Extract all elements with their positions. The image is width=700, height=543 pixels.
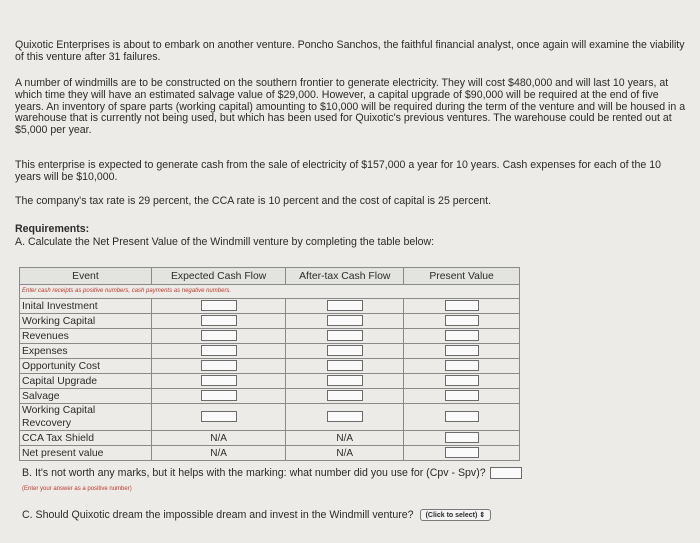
after-tax-cash-flow-input[interactable] [327, 300, 363, 311]
row-label: Working Capital [20, 314, 152, 329]
after-tax-cash-flow-input[interactable] [327, 315, 363, 326]
present-value-input[interactable] [445, 375, 479, 386]
after-tax-cash-flow-input[interactable] [327, 345, 363, 356]
requirement-a: A. Calculate the Net Present Value of the Windmill venture by completing the table below: [15, 236, 435, 248]
na-text: N/A [336, 447, 354, 459]
table-row [20, 344, 520, 359]
table-row [20, 314, 520, 329]
present-value-input[interactable] [445, 390, 479, 401]
table-row [20, 329, 520, 344]
row-label: Opportunity Cost [20, 359, 152, 374]
present-value-input[interactable] [445, 330, 479, 341]
row-label: Capital Upgrade [20, 374, 152, 389]
header-present-value: Present Value [404, 268, 520, 285]
after-tax-cash-flow-input[interactable] [327, 360, 363, 371]
row-label: CCA Tax Shield [20, 431, 152, 446]
row-label: Inital Investment [20, 299, 152, 314]
intro-paragraph-1: Quixotic Enterprises is about to embark on another venture. Poncho Sanchos, the faithful financial analyst, once again will examine the viability of this venture after 31 failures. [15, 39, 685, 63]
expected-cash-flow-input[interactable] [201, 330, 237, 341]
npv-table [19, 267, 520, 461]
intro-paragraph-4: The company's tax rate is 29 percent, the CCA rate is 10 percent and the cost of capital is 25 percent. [15, 195, 492, 207]
question-b-hint: (Enter your answer as a positive number) [22, 486, 132, 492]
na-text: N/A [210, 447, 227, 459]
question-c: C. Should Quixotic dream the impossible dream and invest in the Windmill venture? (Click to select) ⇕ [22, 509, 491, 521]
after-tax-cash-flow-input[interactable] [327, 375, 363, 386]
present-value-input[interactable] [445, 360, 479, 371]
table-row [20, 374, 520, 389]
present-value-input[interactable] [445, 447, 479, 458]
table-row [20, 299, 520, 314]
header-event: Event [20, 268, 152, 285]
table-row [20, 359, 520, 374]
present-value-input[interactable] [445, 300, 479, 311]
after-tax-cash-flow-input[interactable] [327, 330, 363, 341]
table-row [20, 389, 520, 404]
header-expected-cash-flow: Expected Cash Flow [151, 268, 285, 285]
after-tax-cash-flow-input[interactable] [327, 411, 363, 422]
row-label: Net present value [20, 446, 152, 461]
expected-cash-flow-input[interactable] [201, 375, 237, 386]
present-value-input[interactable] [445, 315, 479, 326]
na-text: N/A [336, 432, 354, 444]
table-note: Enter cash receipts as positive numbers, cash payments as negative numbers. [20, 285, 520, 299]
intro-paragraph-3: This enterprise is expected to generate cash from the sale of electricity of $157,000 a year for 10 years. Cash expenses for each of the 10 years will be $10,000. [15, 159, 661, 183]
present-value-input[interactable] [445, 411, 479, 422]
expected-cash-flow-input[interactable] [201, 411, 237, 422]
expected-cash-flow-input[interactable] [201, 315, 237, 326]
after-tax-cash-flow-input[interactable] [327, 390, 363, 401]
expected-cash-flow-input[interactable] [201, 300, 237, 311]
table-row [20, 431, 520, 446]
row-label: Expenses [20, 344, 152, 359]
cpv-spv-input[interactable] [490, 467, 522, 479]
invest-decision-select[interactable]: (Click to select) ⇕ [420, 509, 492, 521]
expected-cash-flow-input[interactable] [201, 360, 237, 371]
present-value-input[interactable] [445, 432, 479, 443]
na-text: N/A [210, 432, 227, 444]
table-row [20, 446, 520, 461]
expected-cash-flow-input[interactable] [201, 345, 237, 356]
row-label: Salvage [20, 389, 152, 404]
row-label: Working Capital Revcovery [20, 404, 152, 431]
intro-paragraph-2: A number of windmills are to be constructed on the southern frontier to generate electricity. They will cost $480,000 and will last 10 years, at which time they will have an estimated salvage value of $29,000. However, a capital upgrade of $90,000 will be required at the end of five years. An inventory of spare parts (working capital) amounting to $10,000 will be required during the term of the venture and will be housed in a warehouse that is currently not being used, but which has been used for Quixotic's previous ventures. The warehouse could be rented out at $5,000 per year. [15, 77, 686, 137]
question-b: B. It's not worth any marks, but it helps with the marking: what number did you use for (Cpv - Spv)? [22, 467, 522, 479]
row-label: Revenues [20, 329, 152, 344]
table-row [20, 404, 520, 431]
requirements-title: Requirements: [15, 223, 90, 235]
expected-cash-flow-input[interactable] [201, 390, 237, 401]
select-arrows-icon: ⇕ [479, 512, 486, 520]
header-after-tax-cash-flow: After-tax Cash Flow [286, 268, 404, 285]
present-value-input[interactable] [445, 345, 479, 356]
